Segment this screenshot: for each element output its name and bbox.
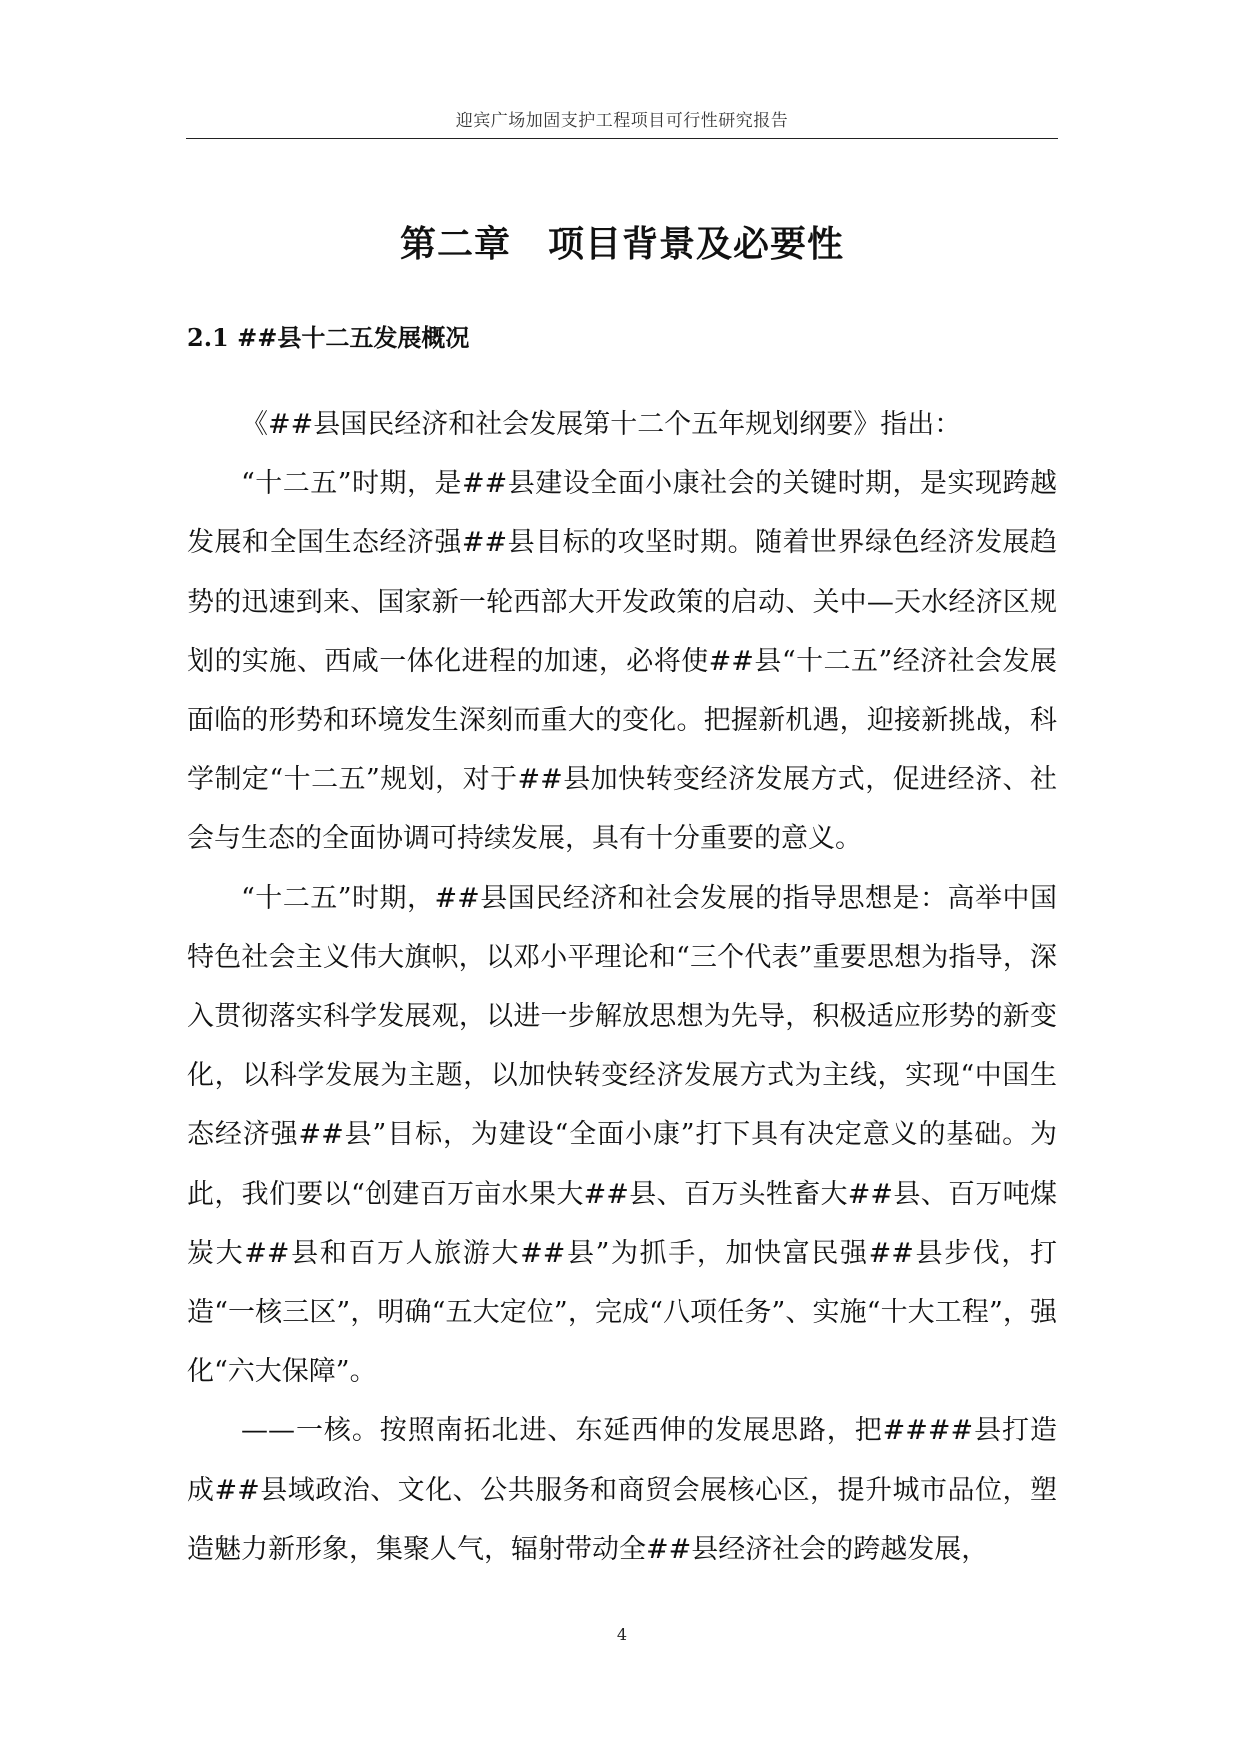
running-header: 迎宾广场加固支护工程项目可行性研究报告 xyxy=(455,111,789,131)
paragraph-one-core: ——一核。按照南拓北进、东延西伸的发展思路，把####县打造成##县域政治、文化、公共服务和商贸会展核心区，提升城市品位，塑造魅力新形象，集聚人气，辐射带动全##县经济社会的跨越发展， xyxy=(187,1415,1057,1565)
paragraph-guiding-ideology: “十二五”时期，##县国民经济和社会发展的指导思想是：高举中国特色社会主义伟大旗帜，以邓小平理论和“三个代表”重要思想为指导，深入贯彻落实科学发展观，以进一步解放思想为先导，积极适应形势的新变化，以科学发展为主题，以加快转变经济发展方式为主线，实现“中国生态经济强##县”目标，为建设“全面小康”打下具有决定意义的基础。为此，我们要以“创建百万亩水果大##县、百万头牲畜大##县、百万吨煤炭大##县和百万人旅游大##县”为抓手，加快富民强##县步伐，打造“一核三区”，明确“五大定位”，完成“八项任务”、实施“十大工程”，强化“六大保障”。 xyxy=(187,882,1057,1388)
page-number: 4 xyxy=(616,1625,628,1644)
paragraph-intro: 《##县国民经济和社会发展第十二个五年规划纲要》指出： xyxy=(241,409,962,440)
paragraph-period-overview: “十二五”时期，是##县建设全面小康社会的关键时期，是实现跨越发展和全国生态经济强##县目标的攻坚时期。随着世界绿色经济发展趋势的迅速到来、国家新一轮西部大开发政策的启动、关中—天水经济区规划的实施、西咸一体化进程的加速，必将使##县“十二五”经济社会发展面临的形势和环境发生深刻而重大的变化。把握新机遇，迎接新挑战，科学制定“十二五”规划，对于##县加快转变经济发展方式，促进经济、社会与生态的全面协调可持续发展，具有十分重要的意义。 xyxy=(187,468,1057,855)
chapter-title: 第二章 项目背景及必要性 xyxy=(399,223,844,265)
body-text xyxy=(187,395,1057,1579)
header-divider xyxy=(186,138,1058,139)
section-heading: 2.1 ##县十二五发展概况 xyxy=(187,323,470,352)
